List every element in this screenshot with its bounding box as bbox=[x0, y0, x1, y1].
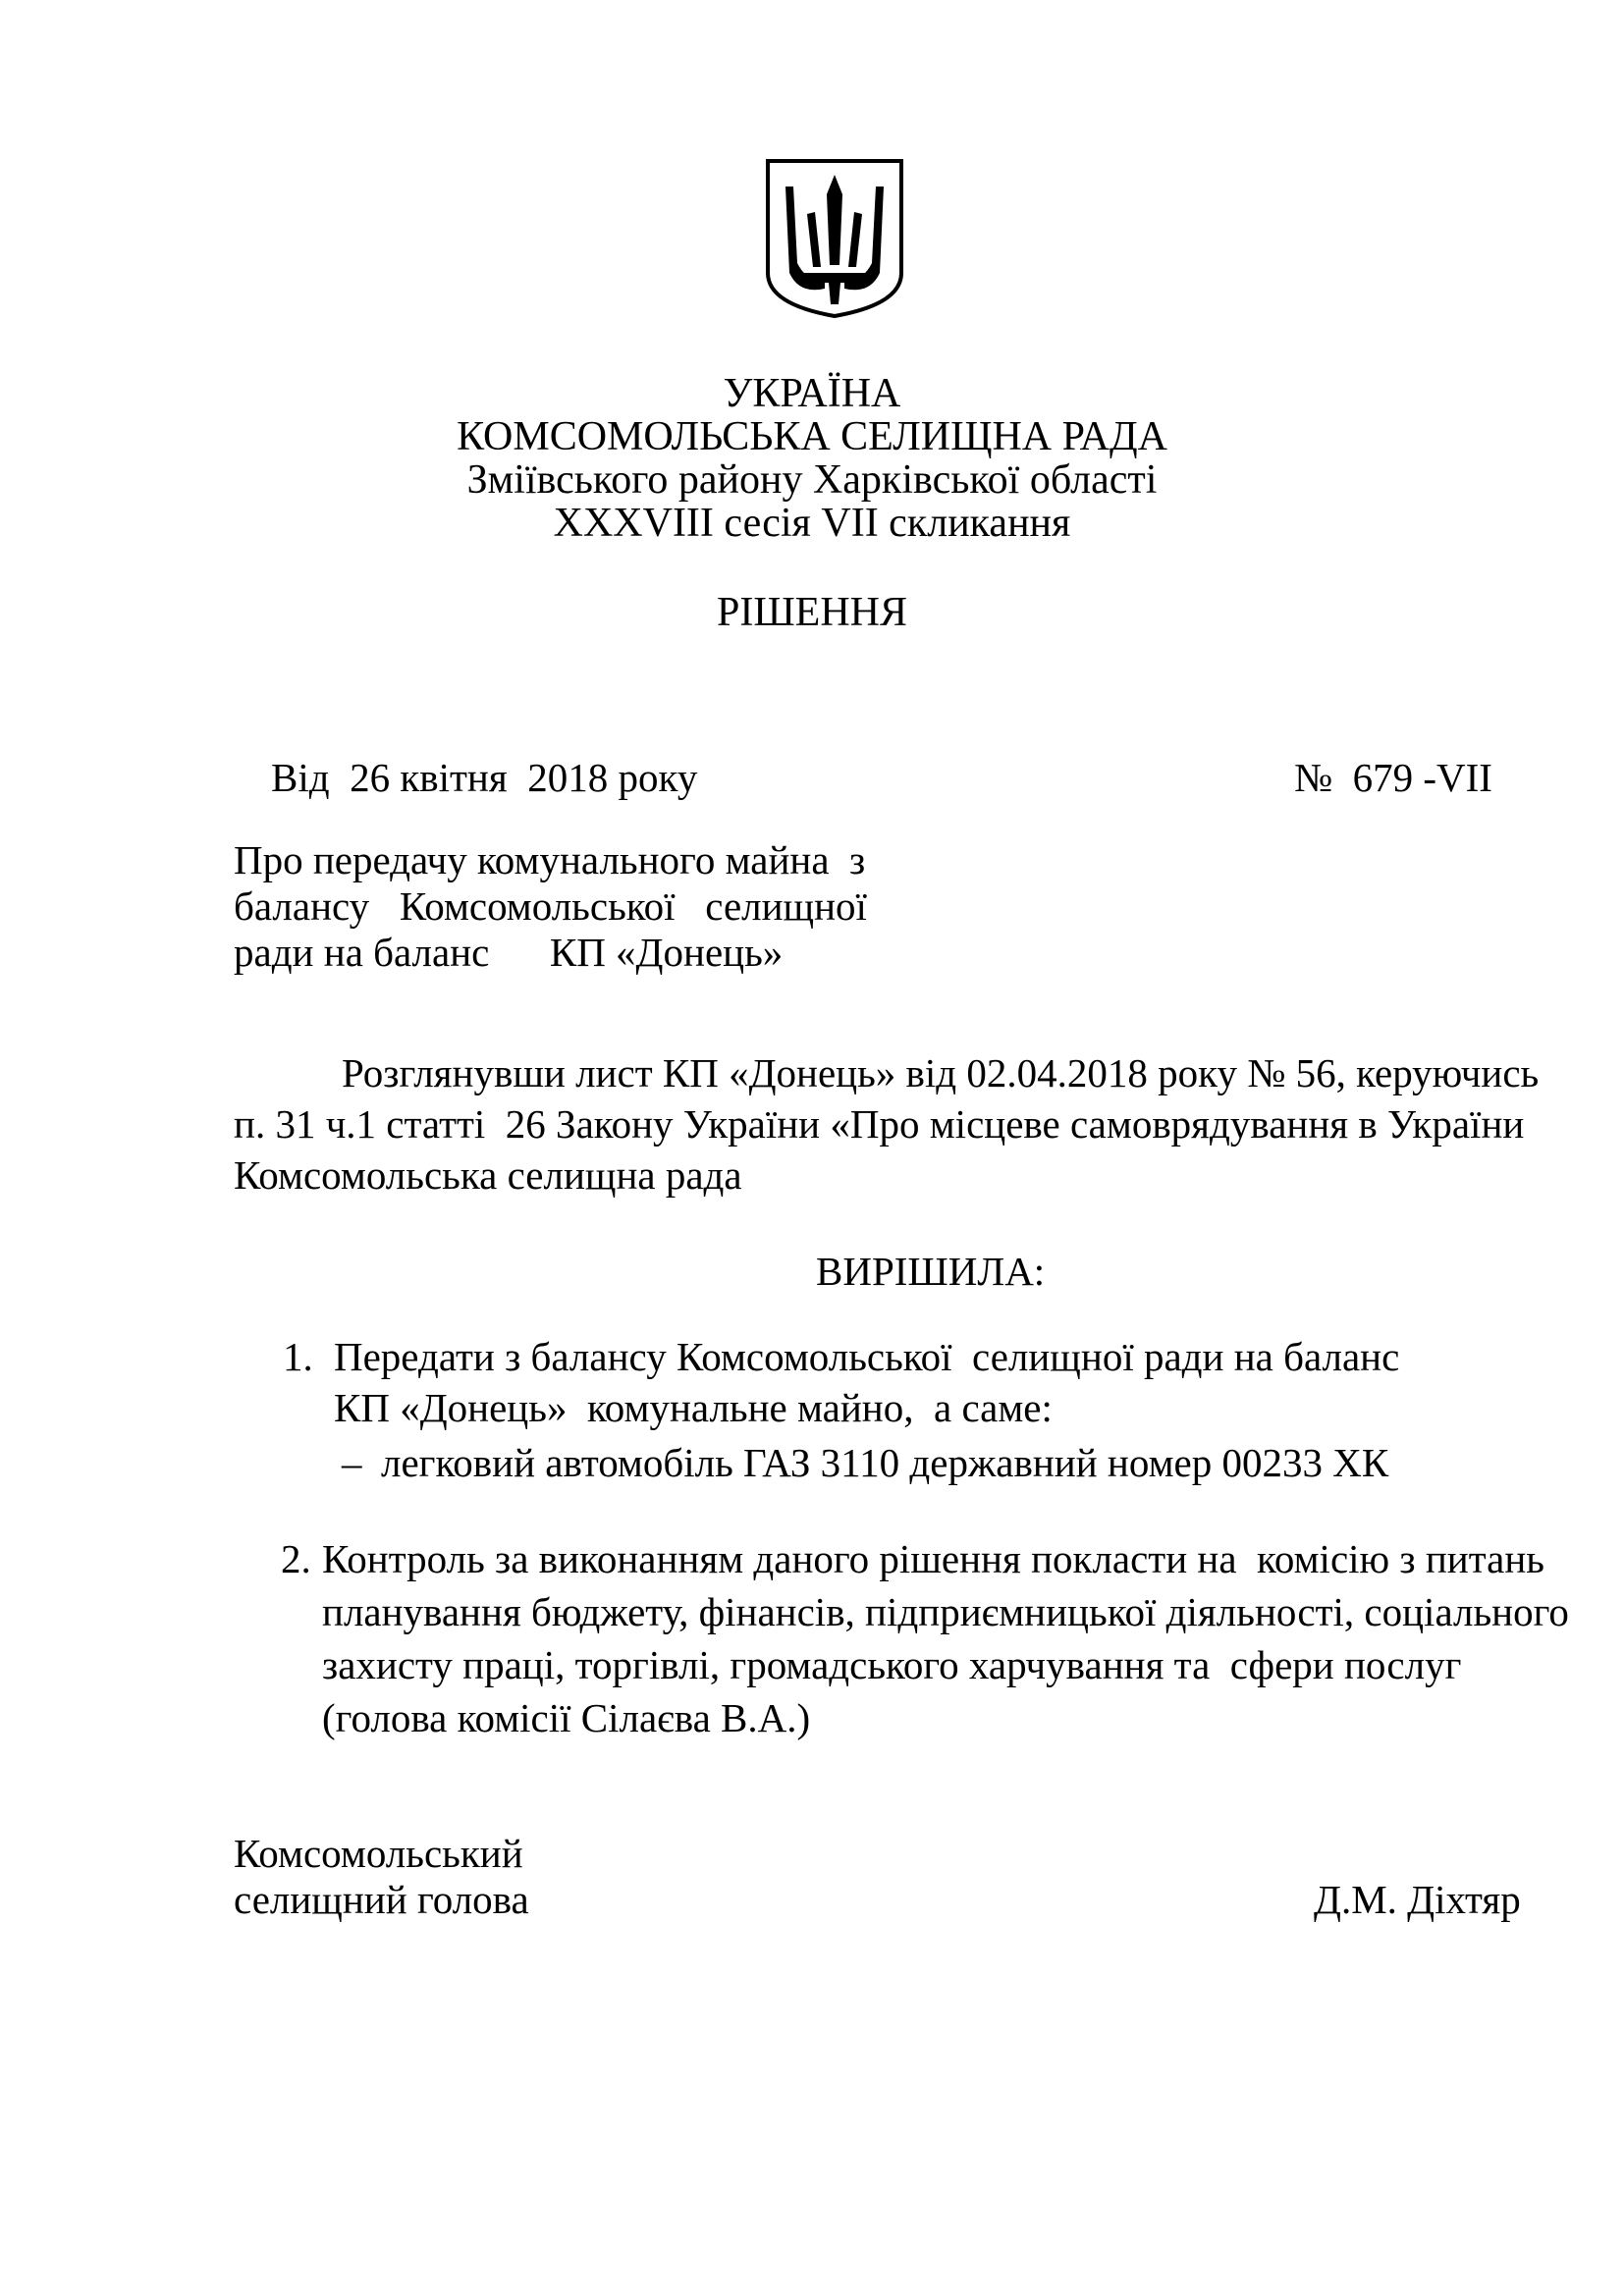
item-line: КП «Донець» комунальне майно, а саме: bbox=[334, 1385, 1053, 1430]
subject-line: балансу Комсомольської селищної bbox=[234, 883, 867, 929]
preamble-line: Комсомольська селищна рада bbox=[234, 1152, 742, 1198]
subject-line: ради на баланс КП «Донець» bbox=[234, 930, 784, 975]
item-line: планування бюджету, фінансів, підприємницької діяльності, соціального bbox=[322, 1589, 1569, 1634]
item-line: Передати з балансу Комсомольської селищної ради на баланс bbox=[334, 1334, 1400, 1379]
document-date: Від 26 квітня 2018 року bbox=[271, 755, 698, 800]
preamble-line: п. 31 ч.1 статті 26 Закону України «Про місцеве самоврядування в України bbox=[234, 1101, 1525, 1147]
preamble-line: Розглянувши лист КП «Донець» від 02.04.2018 року № 56, керуючись bbox=[342, 1050, 1540, 1095]
item-number: 2. bbox=[281, 1536, 311, 1581]
signatory-title: Комсомольський bbox=[234, 1831, 523, 1876]
sub-item-text: легковий автомобіль ГАЗ 3110 державний номер 00233 ХК bbox=[381, 1440, 1389, 1485]
council-name: КОМСОМОЛЬСЬКА СЕЛИЩНА РАДА bbox=[457, 414, 1167, 459]
item-number: 1. bbox=[283, 1334, 313, 1379]
decided-heading: ВИРІШИЛА: bbox=[816, 1249, 1046, 1294]
item-line: (голова комісії Сілаєва В.А.) bbox=[322, 1695, 811, 1740]
item-line: захисту праці, торгівлі, громадського харчування та сфери послуг bbox=[322, 1642, 1462, 1687]
document-type: РІШЕННЯ bbox=[716, 590, 908, 635]
sub-bullet: – bbox=[342, 1440, 362, 1485]
coat-of-arms-trident-icon bbox=[764, 157, 905, 319]
item-line: Контроль за виконанням даного рішення покласти на комісію з питань bbox=[322, 1536, 1544, 1581]
district-name: Зміївського району Харківської області bbox=[466, 457, 1158, 503]
session-info: XXXVIII сесія VII скликання bbox=[553, 501, 1071, 546]
signatory-name: Д.М. Діхтяр bbox=[1314, 1877, 1521, 1922]
document-number: № 679 -VII bbox=[1294, 755, 1492, 800]
subject-line: Про передачу комунального майна з bbox=[234, 837, 866, 882]
signatory-title: селищний голова bbox=[234, 1877, 529, 1922]
country-name: УКРАЇНА bbox=[723, 371, 901, 416]
